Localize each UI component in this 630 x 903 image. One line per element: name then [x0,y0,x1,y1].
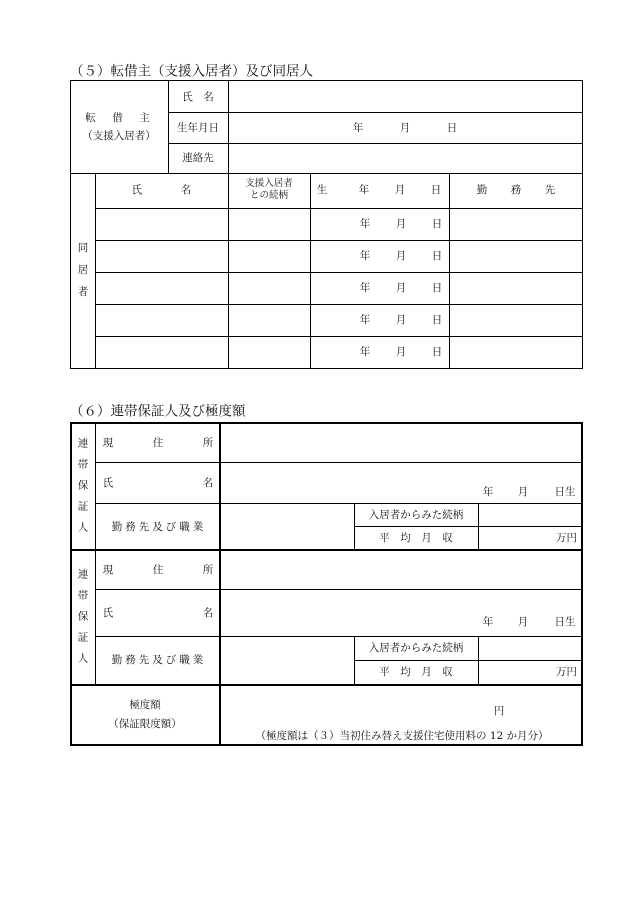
address-label-c: 所 [202,436,214,449]
birth-year: 年 [482,485,494,498]
guarantor-relation-field[interactable] [479,504,581,526]
job-label: 勤務先及び職業 [111,653,207,666]
name-label-b: 名 [202,476,214,489]
tenant-contact-label: 連絡先 [182,151,214,164]
tenant-dob-day: 日 [446,121,458,134]
birth-year: 年 [482,615,494,628]
col-birth-c: 月 [394,183,406,196]
row-day: 日 [431,217,443,230]
job-label: 勤務先及び職業 [111,520,207,533]
row-year: 年 [359,249,371,262]
guarantor-job-field[interactable] [221,637,354,684]
row-month: 月 [395,217,407,230]
col-name-b: 名 [180,183,192,196]
row-day: 日 [431,313,443,326]
income-unit: 万円 [556,531,577,544]
tenant-sublabel: （支援入居者） [82,129,156,142]
row-month: 月 [395,281,407,294]
tenant-dob-year: 年 [352,121,364,134]
limit-amount-field[interactable] [221,686,581,722]
limit-note: （極度額は（３）当初住み替え支援住宅使用料の 12 か月分） [255,729,549,742]
tenant-name-field[interactable] [229,81,582,112]
address-label-a: 現 [102,563,114,576]
tenant-dob-month: 月 [399,121,411,134]
name-label-a: 氏 [102,606,114,619]
tenant-contact-field[interactable] [229,144,582,173]
col-work-a: 勤 [476,183,488,196]
col-work-c: 先 [544,183,556,196]
row-month: 月 [395,345,407,358]
income-unit: 万円 [556,665,577,678]
address-label-c: 所 [202,563,214,576]
limit-label: 極度額 [129,698,161,711]
col-relation: 支援入居者 との続柄 [245,178,293,201]
section-5-heading: （５）転借主（支援入居者）及び同居人 [70,63,313,80]
guarantor-side-label: 連帯保証人 [77,568,89,665]
address-label-b: 住 [152,436,164,449]
col-birth-a: 生 [316,183,328,196]
row-year: 年 [359,345,371,358]
relation-label: 入居者からみた続柄 [368,641,464,654]
row-day: 日 [431,281,443,294]
birth-month: 月 [517,615,529,628]
birth-day: 日生 [554,485,576,498]
tenant-dob-label: 生年月日 [177,121,219,134]
birth-day: 日生 [554,615,576,628]
income-label: 平 均 月 収 [379,665,453,678]
address-label-a: 現 [102,436,114,449]
col-name-a: 氏 [131,183,143,196]
tenant-name-label: 氏 名 [182,90,214,103]
row-day: 日 [431,345,443,358]
row-year: 年 [359,281,371,294]
row-year: 年 [359,313,371,326]
col-birth-b: 年 [358,183,370,196]
guarantor-job-field[interactable] [221,504,354,549]
col-birth-d: 日 [430,183,442,196]
row-month: 月 [395,249,407,262]
relation-label: 入居者からみた続柄 [368,508,464,521]
tenant-label: 転 借 主 [85,111,153,124]
cohabitant-label: 同居者 [77,242,89,298]
address-label-b: 住 [152,563,164,576]
row-day: 日 [431,249,443,262]
birth-month: 月 [517,485,529,498]
guarantor-name-field[interactable] [221,590,581,636]
name-label-b: 名 [202,606,214,619]
guarantor-relation-field[interactable] [479,637,581,660]
income-label: 平 均 月 収 [379,531,453,544]
guarantor-side-label: 連帯保証人 [77,437,89,534]
name-label-a: 氏 [102,476,114,489]
col-work-b: 務 [510,183,522,196]
limit-unit: 円 [493,704,505,717]
limit-sublabel: （保証限度額） [108,717,182,730]
guarantor-address-field[interactable] [221,551,581,589]
guarantor-address-field[interactable] [221,424,581,462]
row-month: 月 [395,313,407,326]
section-6-heading: （６）連帯保証人及び極度額 [70,403,246,420]
row-year: 年 [359,217,371,230]
